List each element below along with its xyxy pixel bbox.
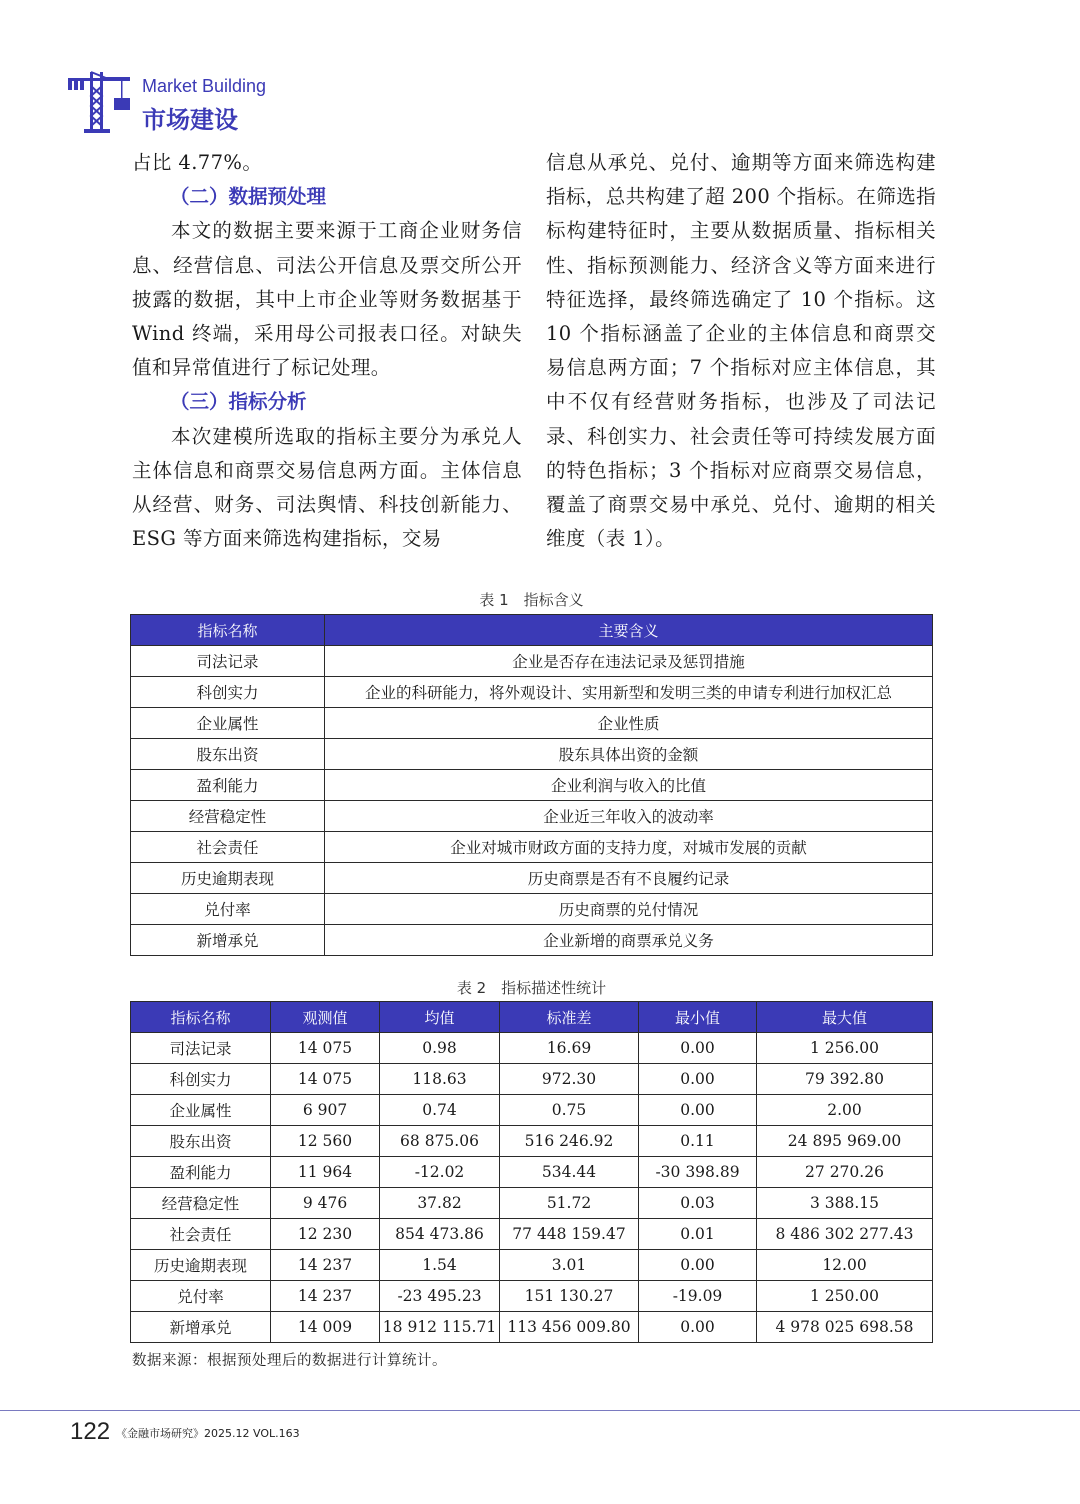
table-row xyxy=(131,832,933,863)
table-cell: 12.00 xyxy=(757,1250,933,1281)
table-row xyxy=(131,894,933,925)
footer-divider xyxy=(0,1410,1080,1411)
table-cell: 1 250.00 xyxy=(757,1281,933,1312)
table-cell: 18 912 115.71 xyxy=(380,1312,500,1343)
table-cell: 534.44 xyxy=(500,1157,639,1188)
table-cell: 0.00 xyxy=(639,1064,757,1095)
table-row xyxy=(131,739,933,770)
table-cell: 企业是否存在违法记录及惩罚措施 xyxy=(325,646,933,677)
crane-icon xyxy=(66,66,136,136)
table-cell: 0.00 xyxy=(639,1033,757,1064)
table-cell: 0.00 xyxy=(639,1250,757,1281)
table-cell: 2.00 xyxy=(757,1095,933,1126)
table2-caption: 表 2 指标描述性统计 xyxy=(456,979,607,997)
table-cell: 经营稳定性 xyxy=(131,801,325,832)
table-cell: 11 964 xyxy=(271,1157,380,1188)
table-cell: 社会责任 xyxy=(131,1219,271,1250)
paragraph: 本文的数据主要来源于工商企业财务信息、经营信息、司法公开信息及票交所公开披露的数据，其中上市企业等财务数据基于 Wind 终端，采用母公司报表口径。对缺失值和异常值进行了标记处理。 xyxy=(132,219,522,380)
table-cell: 0.11 xyxy=(639,1126,757,1157)
page-header xyxy=(66,66,366,136)
data-source-note: 数据来源：根据预处理后的数据进行计算统计。 xyxy=(132,1353,447,1369)
table-cell: 1.54 xyxy=(380,1250,500,1281)
table-row xyxy=(131,1064,933,1095)
table-cell: 12 230 xyxy=(271,1219,380,1250)
page-number: 122 xyxy=(70,1418,111,1445)
column-header: 最小值 xyxy=(639,1002,757,1033)
table-row xyxy=(131,708,933,739)
table-cell: 司法记录 xyxy=(131,1033,271,1064)
table-cell: 企业属性 xyxy=(131,1095,271,1126)
table-cell: 企业的科研能力，将外观设计、实用新型和发明三类的申请专利进行加权汇总 xyxy=(325,677,933,708)
table-cell: 企业性质 xyxy=(325,708,933,739)
right-column xyxy=(546,146,936,556)
table-row xyxy=(131,1188,933,1219)
section-heading: （二）数据预处理 xyxy=(170,185,327,209)
table-cell: 0.00 xyxy=(639,1095,757,1126)
table-cell: 股东出资 xyxy=(131,1126,271,1157)
section-heading: （三）指标分析 xyxy=(170,390,307,414)
table-cell: 新增承兑 xyxy=(131,1312,271,1343)
table2 xyxy=(130,1001,933,1343)
table-row xyxy=(131,925,933,956)
table-cell: 企业对城市财政方面的支持力度，对城市发展的贡献 xyxy=(325,832,933,863)
table-cell: 科创实力 xyxy=(131,677,325,708)
table-cell: 盈利能力 xyxy=(131,770,325,801)
table-cell: 6 907 xyxy=(271,1095,380,1126)
table-cell: 股东出资 xyxy=(131,739,325,770)
left-column xyxy=(132,146,522,556)
table-cell: -30 398.89 xyxy=(639,1157,757,1188)
column-header: 最大值 xyxy=(757,1002,933,1033)
table-cell: 企业新增的商票承兑义务 xyxy=(325,925,933,956)
table-cell: 8 486 302 277.43 xyxy=(757,1219,933,1250)
table-cell: 1 256.00 xyxy=(757,1033,933,1064)
table-cell: 兑付率 xyxy=(131,894,325,925)
table-cell: 14 009 xyxy=(271,1312,380,1343)
table-cell: 企业近三年收入的波动率 xyxy=(325,801,933,832)
table-cell: 0.03 xyxy=(639,1188,757,1219)
table-cell: 兑付率 xyxy=(131,1281,271,1312)
table-cell: 历史商票的兑付情况 xyxy=(325,894,933,925)
column-header: 标准差 xyxy=(500,1002,639,1033)
table-cell: -23 495.23 xyxy=(380,1281,500,1312)
table-cell: 68 875.06 xyxy=(380,1126,500,1157)
table-cell: 854 473.86 xyxy=(380,1219,500,1250)
paragraph: 信息从承兑、兑付、逾期等方面来筛选构建指标，总共构建了超 200 个指标。在筛选指标构建特征时，主要从数据质量、指标相关性、指标预测能力、经济含义等方面来进行特征选择，最终筛选确定了 10 个指标。这 10 个指标涵盖了企业的主体信息和商票交易信息两方面；7 个指标对应主体信息，其中不仅有经营财务指标，也涉及了司法记录、科创实力、社会责任等可持续发展方面的特色指标；3 个指标对应商票交易信息，覆盖了商票交易中承兑、兑付、逾期的相关维度（表 1）。 xyxy=(546,151,936,551)
table-row xyxy=(131,801,933,832)
table-row xyxy=(131,770,933,801)
column-header: 均值 xyxy=(380,1002,500,1033)
table-cell: 14 075 xyxy=(271,1033,380,1064)
table-cell: 14 237 xyxy=(271,1250,380,1281)
table-cell: 经营稳定性 xyxy=(131,1188,271,1219)
table-cell: 0.00 xyxy=(639,1312,757,1343)
table-cell: 12 560 xyxy=(271,1126,380,1157)
table-cell: 3.01 xyxy=(500,1250,639,1281)
table-cell: 151 130.27 xyxy=(500,1281,639,1312)
table-cell: 盈利能力 xyxy=(131,1157,271,1188)
journal-info: 《金融市场研究》2025.12 VOL.163 xyxy=(116,1427,300,1440)
table-cell: 79 392.80 xyxy=(757,1064,933,1095)
table-cell: 历史逾期表现 xyxy=(131,1250,271,1281)
table-cell: 股东具体出资的金额 xyxy=(325,739,933,770)
table-cell: -12.02 xyxy=(380,1157,500,1188)
table-cell: 科创实力 xyxy=(131,1064,271,1095)
column-header: 主要含义 xyxy=(325,615,933,646)
section-title-cn: 市场建设 xyxy=(142,106,238,134)
table-cell: 27 270.26 xyxy=(757,1157,933,1188)
table-row xyxy=(131,1157,933,1188)
table-cell: 77 448 159.47 xyxy=(500,1219,639,1250)
table-cell: 历史逾期表现 xyxy=(131,863,325,894)
table-row xyxy=(131,646,933,677)
table-row xyxy=(131,1250,933,1281)
section-title-en: Market Building xyxy=(142,76,267,96)
table-row xyxy=(131,1219,933,1250)
table-cell: 历史商票是否有不良履约记录 xyxy=(325,863,933,894)
table-cell: 0.75 xyxy=(500,1095,639,1126)
table-cell: 37.82 xyxy=(380,1188,500,1219)
table-cell: 51.72 xyxy=(500,1188,639,1219)
table-cell: 9 476 xyxy=(271,1188,380,1219)
table-cell: 113 456 009.80 xyxy=(500,1312,639,1343)
table-cell: 4 978 025 698.58 xyxy=(757,1312,933,1343)
paragraph: 占比 4.77%。 xyxy=(132,151,263,174)
table-cell: 118.63 xyxy=(380,1064,500,1095)
table-cell: 24 895 969.00 xyxy=(757,1126,933,1157)
table-cell: 0.98 xyxy=(380,1033,500,1064)
table-row xyxy=(131,1281,933,1312)
table-cell: -19.09 xyxy=(639,1281,757,1312)
table-cell: 社会责任 xyxy=(131,832,325,863)
paragraph: 本次建模所选取的指标主要分为承兑人主体信息和商票交易信息两方面。主体信息从经营、财务、司法舆情、科技创新能力、ESG 等方面来筛选构建指标，交易 xyxy=(132,424,522,551)
table1-caption: 表 1 指标含义 xyxy=(479,591,584,609)
table-cell: 0.74 xyxy=(380,1095,500,1126)
table-cell: 16.69 xyxy=(500,1033,639,1064)
table-cell: 516 246.92 xyxy=(500,1126,639,1157)
table-row xyxy=(131,677,933,708)
table-cell: 972.30 xyxy=(500,1064,639,1095)
table-row xyxy=(131,863,933,894)
table-cell: 3 388.15 xyxy=(757,1188,933,1219)
table-row xyxy=(131,1312,933,1343)
table-row xyxy=(131,1095,933,1126)
table1 xyxy=(130,614,933,956)
table-row xyxy=(131,1033,933,1064)
table-cell: 14 237 xyxy=(271,1281,380,1312)
table-cell: 司法记录 xyxy=(131,646,325,677)
table-cell: 0.01 xyxy=(639,1219,757,1250)
table-cell: 企业利润与收入的比值 xyxy=(325,770,933,801)
table-cell: 企业属性 xyxy=(131,708,325,739)
table-cell: 新增承兑 xyxy=(131,925,325,956)
column-header: 观测值 xyxy=(271,1002,380,1033)
column-header: 指标名称 xyxy=(131,615,325,646)
column-header: 指标名称 xyxy=(131,1002,271,1033)
table-row xyxy=(131,1126,933,1157)
table-cell: 14 075 xyxy=(271,1064,380,1095)
